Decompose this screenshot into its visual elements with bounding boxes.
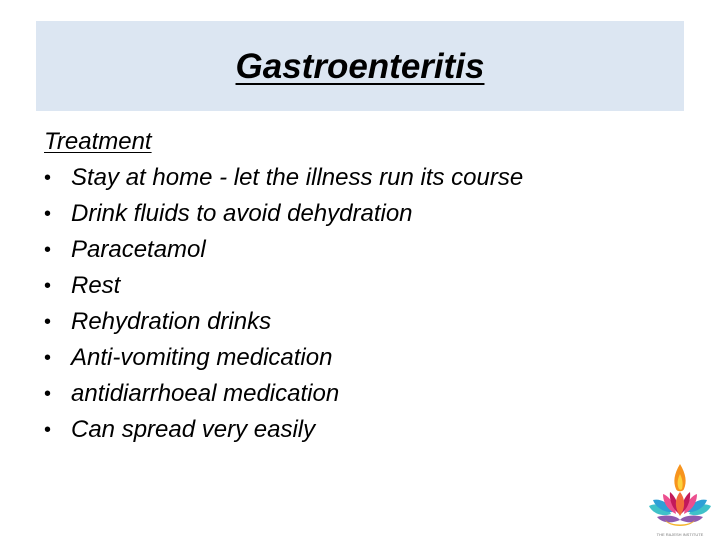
section-heading: Treatment (44, 128, 152, 155)
slide-title: Gastroenteritis (235, 47, 485, 86)
title-band (36, 21, 684, 111)
list-item-text: Paracetamol (71, 236, 206, 263)
list-item-text: antidiarrhoeal medication (71, 380, 340, 407)
bullet-icon: • (44, 275, 52, 297)
bullet-icon: • (44, 419, 52, 441)
bullet-icon: • (44, 239, 52, 261)
list-item-text: Stay at home - let the illness run its course (71, 164, 524, 191)
list-item (44, 268, 664, 304)
bullet-icon: • (44, 203, 52, 225)
list-item (44, 232, 664, 268)
list-item-text: Drink fluids to avoid dehydration (71, 200, 413, 227)
list-item-text: Rest (71, 272, 121, 299)
list-item-text: Rehydration drinks (71, 308, 272, 335)
logo-caption: THE RAJESH INSTITUTE (656, 532, 704, 537)
list-item (44, 340, 664, 376)
list-item (44, 412, 664, 448)
list-item (44, 196, 664, 232)
bullet-icon: • (44, 347, 52, 369)
slide-content (44, 124, 664, 448)
list-item-text: Anti-vomiting medication (71, 344, 333, 371)
lamp-lotus-logo-icon (643, 462, 717, 538)
bullet-icon: • (44, 167, 52, 189)
treatment-list (44, 160, 664, 448)
list-item (44, 160, 664, 196)
list-item-text: Can spread very easily (71, 416, 316, 443)
list-item (44, 376, 664, 412)
bullet-icon: • (44, 383, 52, 405)
list-item (44, 304, 664, 340)
bullet-icon: • (44, 311, 52, 333)
